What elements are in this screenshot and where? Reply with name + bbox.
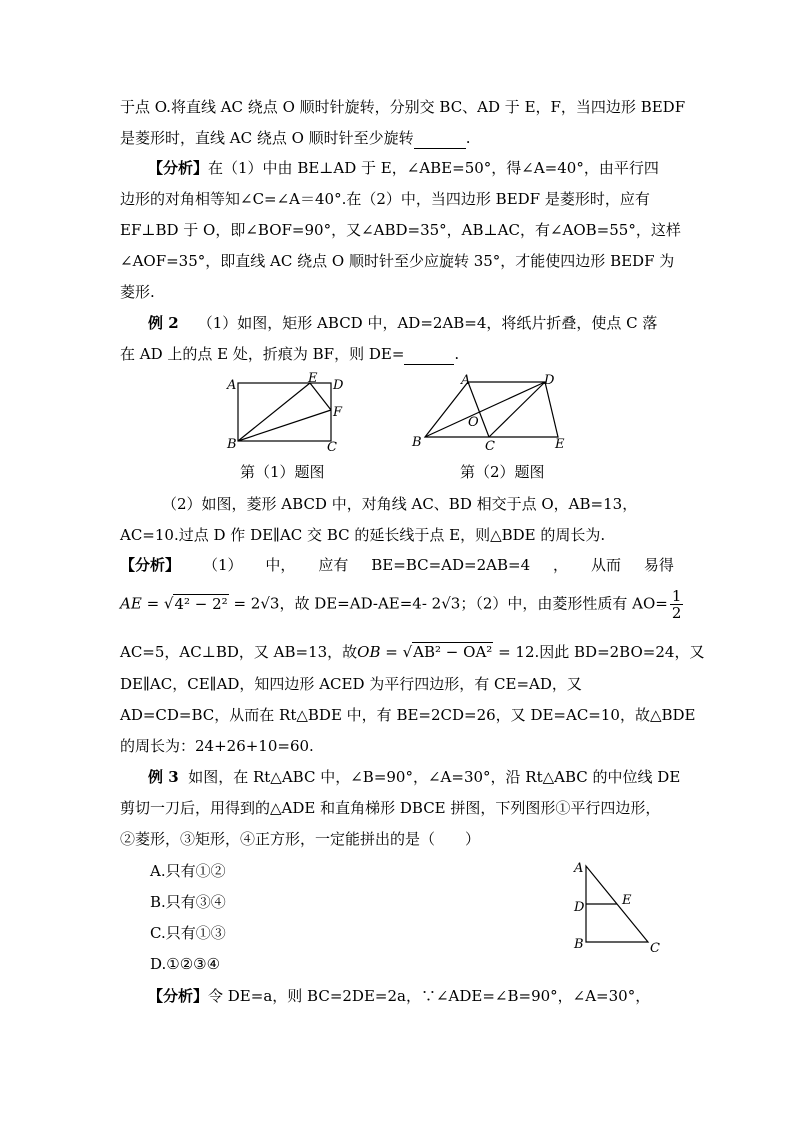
text-span: 在（1）中由 BE⊥AD 于 E，∠ABE=50°，得∠A=40°，由平行四 [208,159,659,177]
label-o: O [468,415,479,430]
text-line: （2）如图，菱形 ABCD 中，对角线 AC、BD 相交于点 O，AB=13， [162,495,638,513]
label-a: A [227,378,237,393]
label-e: E [555,437,565,452]
math-radicand: 4² − 2² [174,594,228,613]
answer-blank [414,128,466,149]
fraction-half [670,588,684,621]
example-tag: 例 3 [148,768,179,786]
option-a: A.只有①② [150,862,226,880]
text-line [120,344,459,365]
label-d: D [333,378,344,393]
math-radicand: AB² − OA² [413,643,493,661]
answer-blank [404,344,454,365]
label-d: D [544,373,555,388]
text-span: BE=BC=AD=2AB=4 [371,556,531,574]
figure-1-caption: 第（1）题图 [240,463,325,481]
text-span: = 12.因此 BD=2BO=24，又 [493,643,705,661]
text-span: . [454,345,460,363]
example-line [148,313,657,333]
label-e: E [308,372,318,386]
text-span: . [465,129,471,147]
text-line: AC=10.过点 D 作 DE∥AC 交 BC 的延长线于点 E，则△BDE 的周长为. [120,526,606,544]
text-line [120,128,470,149]
text-line: 菱形. [120,283,155,301]
text-span: 如图，在 Rt△ABC 中，∠B=90°，∠A=30°，沿 Rt△ABC 的中位线 DE [188,768,681,786]
analysis-line [148,158,659,178]
figure-1-rectangle [224,372,354,454]
text-span: AC=5，AC⊥BD，又 AB=13，故 [120,643,358,661]
text-line: EF⊥BD 于 O，即∠BOF=90°，又∠ABD=35°，AB⊥AC，有∠AOB=55°，这样 [120,221,681,239]
text-line: DE∥AC，CE∥AD，知四边形 ACED 为平行四边形，有 CE=AD，又 [120,675,582,693]
label-c: C [485,439,495,454]
label-e: E [622,893,632,908]
analysis-tag: 【分析】 [148,987,209,1005]
text-span: 在 AD 上的点 E 处，折痕为 BF，则 DE= [120,345,405,363]
math-result: = 2√3 [228,594,280,613]
text-line: 边形的对角相等知∠C=∠A＝40°.在（2）中，当四边形 BEDF 是菱形时，应有 [120,190,650,208]
text-span: （1）如图，矩形 ABCD 中，AD=2AB=4，将纸片折叠，使点 C 落 [197,314,658,332]
text-span: （1） [202,556,243,574]
option-b: B.只有③④ [150,893,226,911]
text-span: 中， [265,556,296,574]
text-line: 于点 O.将直线 AC 绕点 O 顺时针旋转，分别交 BC、AD 于 E，F，当四边形 BEDF [120,98,686,116]
example-tag: 例 2 [148,314,179,332]
label-a: A [461,373,471,388]
text-line: AD=CD=BC，从而在 Rt△BDE 中，有 BE=2CD=26，又 DE=AC=10，故△BDE [120,706,696,724]
figure-2-rhombus [408,370,578,454]
math-ob: OB [357,643,381,661]
label-f: F [333,405,343,420]
analysis-line [120,555,674,575]
label-b: B [227,437,237,452]
text-span: 易得 [643,556,674,574]
option-d: D.①②③④ [150,955,221,973]
label-c: C [650,941,660,956]
analysis-tag: 【分析】 [148,159,209,177]
figure-3-triangle [566,852,666,956]
text-span: 令 DE=a，则 BC=2DE=2a，∵∠ADE=∠B=90°，∠A=30°， [208,987,651,1005]
label-d: D [574,900,585,915]
example-line [148,767,680,787]
fraction-numerator: 1 [671,587,682,605]
text-span: 从而 [590,556,621,574]
analysis-tag: 【分析】 [120,556,181,574]
figure-2-caption: 第（2）题图 [460,463,545,481]
label-c: C [327,440,337,454]
text-line: ∠AOF=35°，即直线 AC 绕点 O 顺时针至少应旋转 35°，才能使四边形 BEDF 为 [120,252,675,270]
text-line: 的周长为：24+26+10=60. [120,737,314,755]
label-b: B [412,435,422,450]
analysis-line [148,986,650,1006]
label-a: A [574,861,584,876]
text-line: 剪切一刀后，用得到的△ADE 和直角梯形 DBCE 拼图，下列图形①平行四边形， [120,799,661,817]
text-span: ， [553,556,569,574]
text-line: ②菱形，③矩形，④正方形，一定能拼出的是（ ） [120,830,481,848]
fraction-denominator: 2 [671,604,682,622]
text-span: ，故 DE=AD-AE=4- 2√3；（2）中，由菱形性质有 AO= [279,594,668,613]
text-span: 是菱形时，直线 AC 绕点 O 顺时针至少旋转 [120,129,414,147]
formula-line: AE = √4² − 2² = 2√3，故 DE=AD-AE=4- 2√3；（2）中，由菱形性质有 AO= $\frac{1}{2}$ [120,587,682,622]
text-span: 应有 [318,556,349,574]
formula-line: AC=5，AC⊥BD，又 AB=13，故OB = √AB² − OA² = 12.因此 BD=2BO=24，又 [120,643,705,661]
label-b: B [574,937,584,952]
option-c: C.只有①③ [150,924,226,942]
math-eq: = [141,594,164,613]
math-ae: AE [120,594,142,613]
